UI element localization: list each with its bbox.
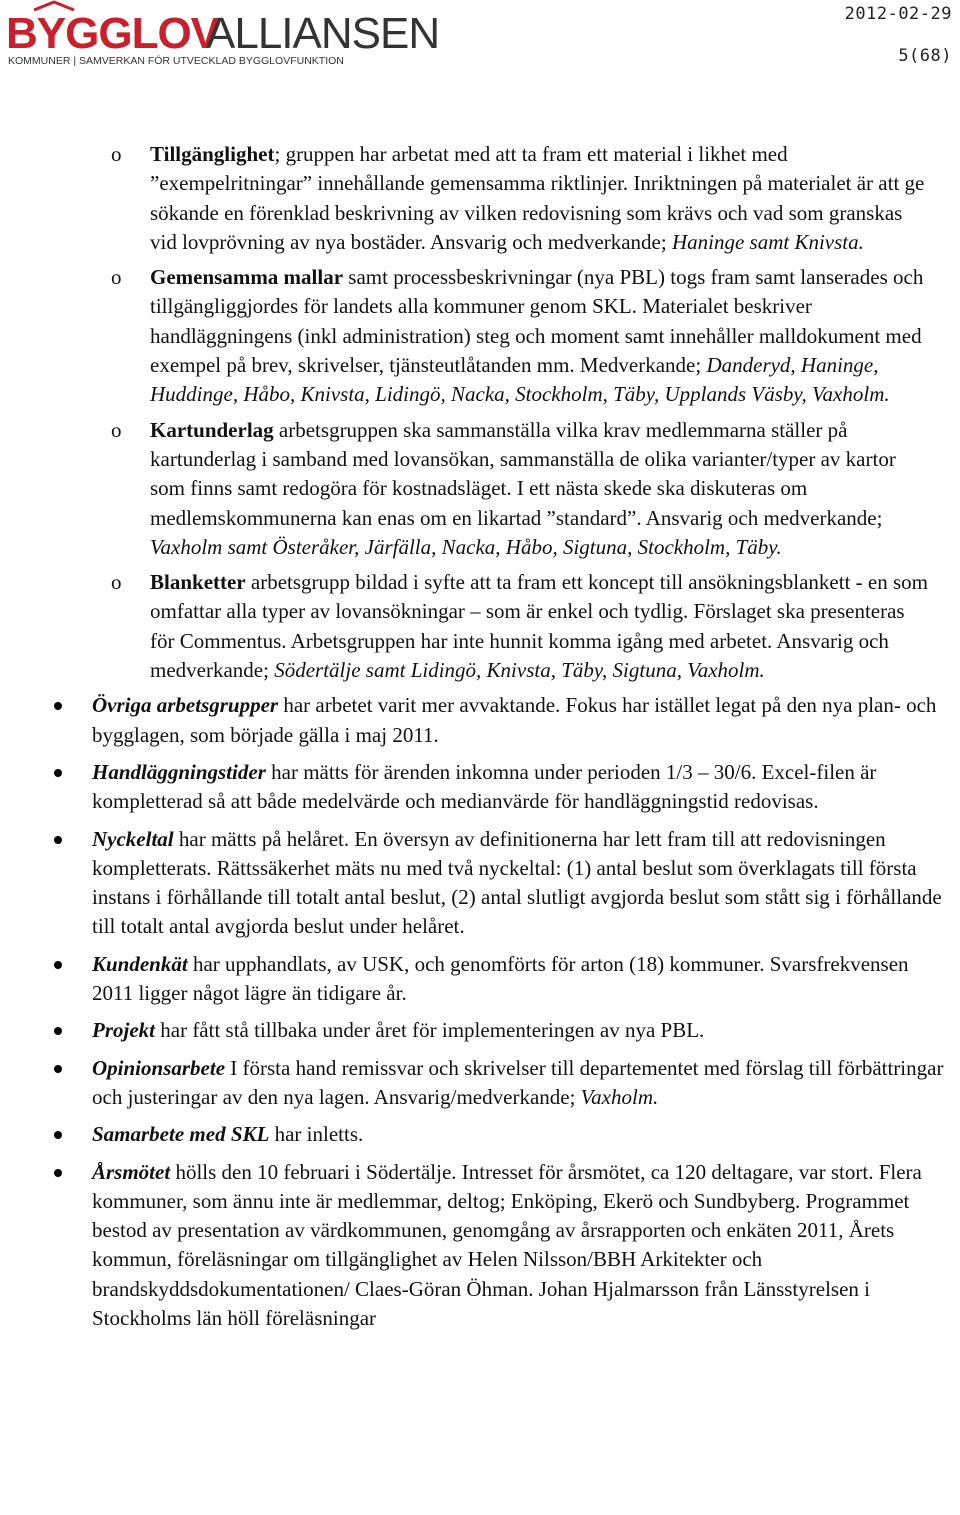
circle-marker: o: [111, 142, 122, 166]
item-title: Samarbete med SKL: [92, 1122, 270, 1147]
main-bullet-list: [0, 691, 960, 1333]
page-number: 5(68): [898, 46, 952, 66]
bullet-dot-icon: [54, 769, 62, 777]
item-italic: Vaxholm samt Österåker, Järfälla, Nacka, Håbo, Sigtuna, Stockholm, Täby.: [150, 534, 782, 559]
item-italic: Södertälje samt Lidingö, Knivsta, Täby, Sigtuna, Vaxholm.: [274, 658, 765, 683]
item-title: Opinionsarbete: [92, 1055, 226, 1080]
list-item: [0, 825, 960, 942]
list-item: [0, 1016, 960, 1045]
bullet-dot-icon: [54, 836, 62, 844]
item-text: har upphandlats, av USK, och genomförts för arton (18) kommuner. Svarsfrekvensen 2011 ligger något lägre än tidigare år.: [92, 951, 909, 1006]
bullet-dot-icon: [54, 1027, 62, 1035]
bygglovalliansen-logo: [4, 2, 440, 72]
list-item: [0, 568, 960, 685]
bullet-dot-icon: [54, 1169, 62, 1177]
list-item: [0, 416, 960, 562]
bullet-dot-icon: [54, 961, 62, 969]
circle-marker: o: [111, 570, 122, 595]
item-title: Tillgänglighet: [150, 142, 275, 166]
item-title: Projekt: [92, 1018, 155, 1043]
item-text: arbetsgrupp bildad i syfte att ta fram ett koncept till ansökningsblankett - en som omfattar alla typer av lovansökningar – som är enkel och tydlig. Förslaget ska presenteras för Commentus. Arbetsgruppen har inte hunnit komma igång med arbetet. Ansvarig och medverkande;: [150, 570, 928, 683]
item-text: I första hand remissvar och skrivelser till departementet med förslag till förbättringar och justeringar av den nya lagen. Ansvarig/medverkande;: [92, 1055, 944, 1109]
item-text: har fått stå tillbaka under året för implementeringen av nya PBL.: [155, 1018, 705, 1043]
logo-light-text: ALLIANSEN: [206, 9, 440, 58]
bullet-dot-icon: [54, 1131, 62, 1139]
list-item: [0, 1054, 960, 1113]
list-item: [0, 140, 960, 257]
item-text: arbetsgruppen ska sammanställa vilka krav medlemmarna ställer på kartunderlag i samband med lovansökan, sammanställa de olika varianter/typer av kartor som finns samt redogöra för kostnadsläget. I ett nästa skede ska diskuteras om medlemskommunerna kan enas om en likartad ”standard”. Ansvarig och medverkande;: [150, 417, 896, 530]
item-title: Gemensamma mallar: [150, 265, 344, 290]
list-item: [0, 263, 960, 409]
item-title: Nyckeltal: [92, 826, 174, 851]
bullet-dot-icon: [54, 1065, 62, 1073]
item-text: har mätts på helåret. En översyn av definitionerna har lett fram till att redovisningen kompletterats. Rättssäkerhet mäts nu med två nyckeltal: (1) antal beslut som överklagats till första instans i förhållande till totalt antal beslut, (2) antal slutligt avgjorda beslut som stått sig i förhållande till totalt antal avgjorda beslut under helåret.: [92, 826, 942, 939]
logo-strong-text: BYGGLOV: [6, 9, 220, 58]
item-text: har mätts för ärenden inkomna under perioden 1/3 – 30/6. Excel-filen är kompletterad så att både medelvärde och medianvärde för handläggningstid redovisas.: [92, 759, 877, 814]
item-title: Övriga arbetsgrupper: [92, 693, 279, 718]
item-title: Handläggningstider: [92, 759, 266, 784]
item-title: Blanketter: [150, 570, 246, 595]
document-date: 2012-02-29: [844, 4, 952, 24]
list-item: [0, 950, 960, 1009]
bullet-dot-icon: [54, 702, 62, 710]
list-item: [0, 1120, 960, 1149]
item-text: har inletts.: [269, 1122, 364, 1147]
circle-marker: o: [111, 417, 122, 442]
item-text: hölls den 10 februari i Södertälje. Intresset för årsmötet, ca 120 deltagare, var stort. Flera kommuner, som ännu inte är medlemmar, deltog; Enköping, Ekerö och Sundbyberg. Programmet bestod av presentation av värdkommunen, genomgång av årsrapporten och enkäten 2011, Årets kommun, föreläsningar om tillgänglighet av Helen Nilsson/BBH Arkitekter och brandskyddsdokumentationen/ Claes-Göran Öhman. Johan Hjalmarsson från Länsstyrelsen i Stockholms län höll föreläsningar: [92, 1159, 922, 1330]
item-title: Kartunderlag: [150, 417, 274, 442]
list-item: [0, 758, 960, 817]
document-body: [0, 140, 960, 1341]
workgroup-sublist: [0, 140, 960, 685]
item-italic: Danderyd, Haninge, Huddinge, Håbo, Knivsta, Lidingö, Nacka, Stockholm, Täby, Upplands Väsby, Vaxholm.: [150, 353, 890, 407]
item-text: har arbetet varit mer avvaktande. Fokus har istället legat på den nya plan- och bygglagen, som började gälla i maj 2011.: [92, 693, 937, 747]
item-title: Kundenkät: [92, 951, 188, 976]
item-italic: Haninge samt Knivsta.: [671, 229, 864, 254]
list-item: [0, 1158, 960, 1334]
list-item: [0, 691, 960, 750]
page-header: [0, 0, 960, 80]
logo-tagline: KOMMUNER | SAMVERKAN FÖR UTVECKLAD BYGGLOVFUNKTION: [8, 55, 344, 67]
item-text: ; gruppen har arbetat med att ta fram ett material i likhet med ”exempelritningar” innehållande gemensamma riktlinjer. Inriktningen på materialet är att ge sökande en förenklad beskrivning av vilken redovisning som krävs och vad som granskas vid lovprövning av nya bostäder. Ansvarig och medverkande;: [150, 142, 925, 254]
circle-marker: o: [111, 265, 122, 290]
item-italic: Vaxholm.: [580, 1084, 659, 1109]
item-text: samt processbeskrivningar (nya PBL) togs fram samt lanserades och tillgängliggjordes för landets alla kommuner genom SKL. Materialet beskriver handläggningens (inkl administration) steg och moment samt innehåller malldokument med exempel på brev, skrivelser, tjänsteutlåtanden mm. Medverkande;: [150, 265, 924, 378]
item-title: Årsmötet: [92, 1159, 171, 1184]
